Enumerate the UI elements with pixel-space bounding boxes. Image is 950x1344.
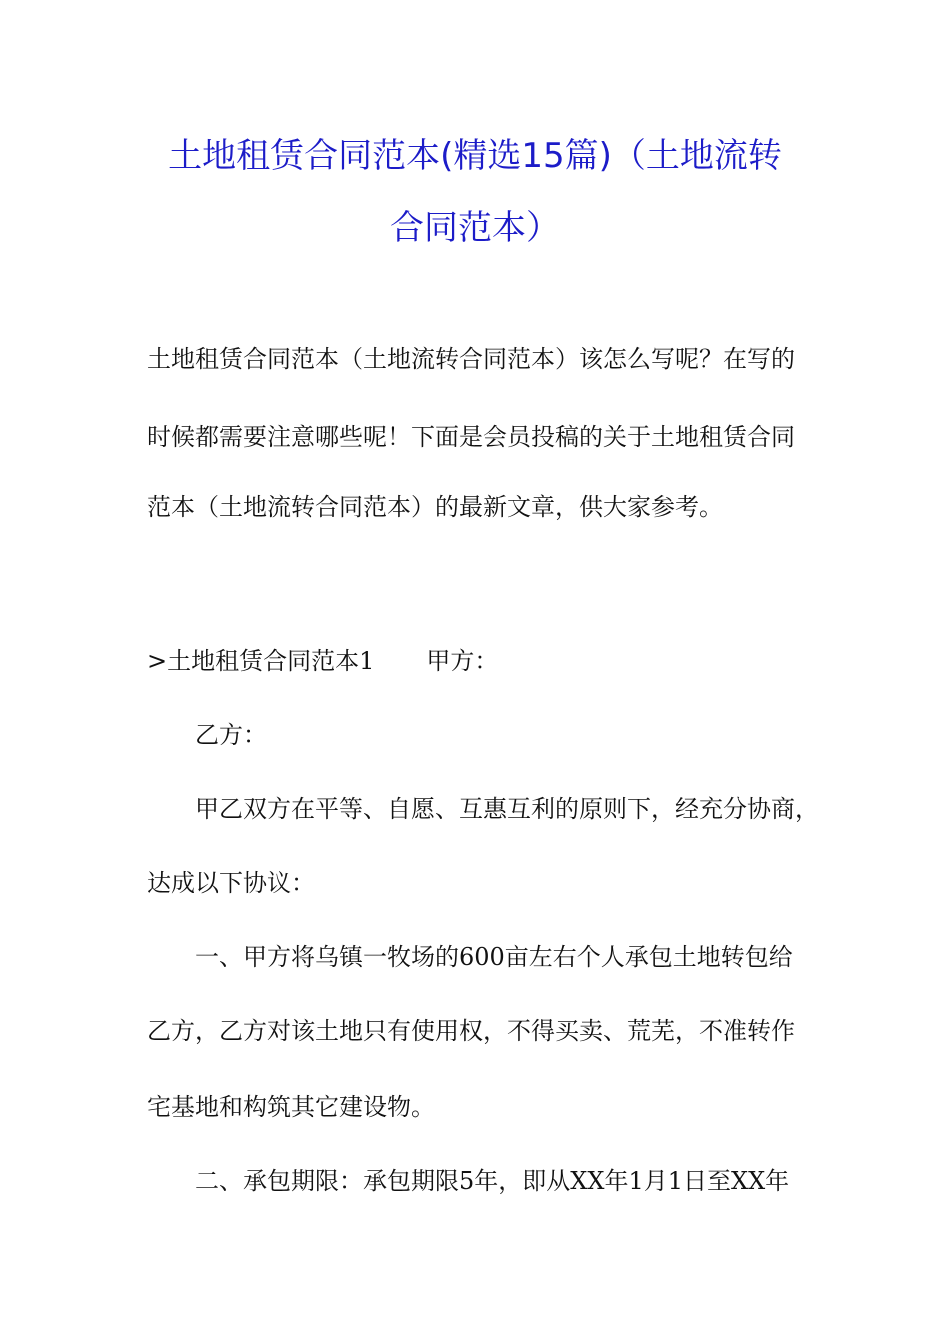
body-line-4: 乙方，乙方对该土地只有使用权，不得买卖、荒芜，不准转作 xyxy=(147,1017,795,1045)
body-line-1: 甲乙双方在平等、自愿、互惠互利的原则下，经充分协商， xyxy=(195,795,819,823)
section-heading-row xyxy=(147,645,498,677)
body-line-6: 二、承包期限：承包期限5年，即从XX年1月1日至XX年 xyxy=(195,1167,790,1195)
party-b-label: 乙方： xyxy=(195,721,267,749)
intro-line-1: 土地租赁合同范本（土地流转合同范本）该怎么写呢？在写的 xyxy=(147,345,795,373)
body-line-5: 宅基地和构筑其它建设物。 xyxy=(147,1093,435,1121)
document-title-line-1: 土地租赁合同范本(精选15篇)（土地流转 xyxy=(168,136,782,176)
intro-line-3: 范本（土地流转合同范本）的最新文章，供大家参考。 xyxy=(147,493,723,521)
document-title-line-2: 合同范本） xyxy=(390,208,560,248)
body-line-3: 一、甲方将乌镇一牧场的600亩左右个人承包土地转包给 xyxy=(195,943,793,971)
party-a-label: 甲方： xyxy=(426,647,499,675)
section-heading: >土地租赁合同范本1 xyxy=(147,647,375,675)
intro-line-2: 时候都需要注意哪些呢！下面是会员投稿的关于土地租赁合同 xyxy=(147,423,795,451)
body-line-2: 达成以下协议： xyxy=(147,869,315,897)
